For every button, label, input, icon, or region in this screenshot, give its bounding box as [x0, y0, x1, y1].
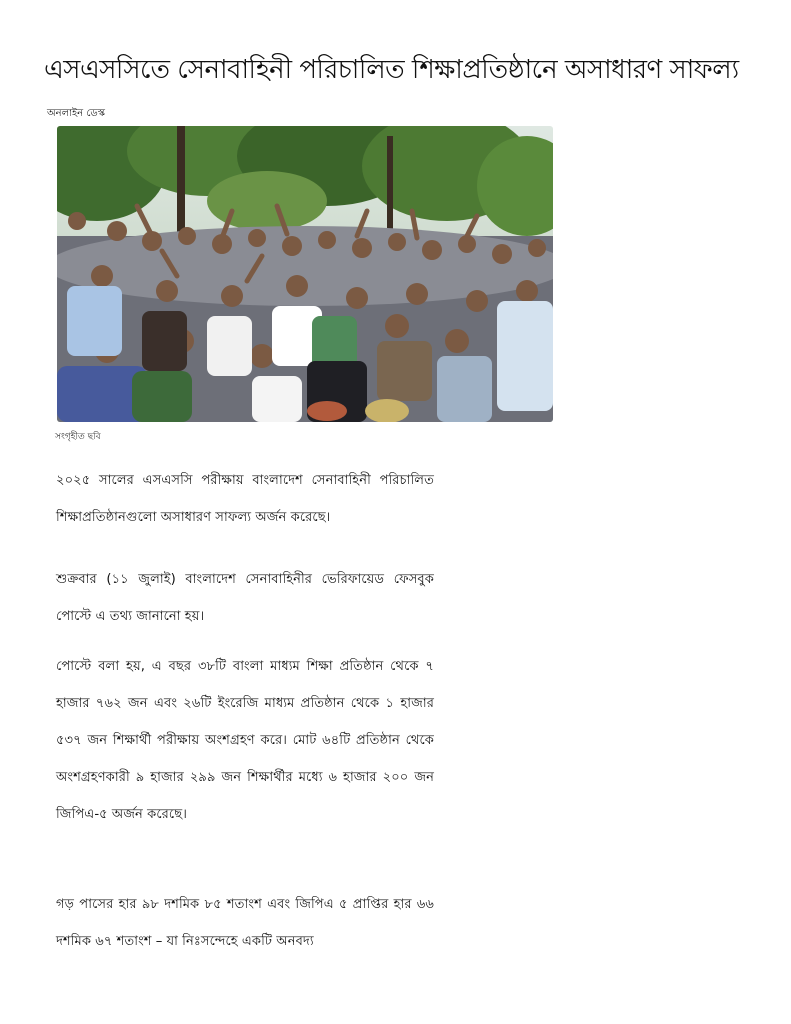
- article-headline: এসএসসিতে সেনাবাহিনী পরিচালিত শিক্ষাপ্রতিষ্ঠানে অসাধারণ সাফল্য: [44, 55, 739, 85]
- paragraph-1: ২০২৫ সালের এসএসসি পরীক্ষায় বাংলাদেশ সেনাবাহিনী পরিচালিত শিক্ষাপ্রতিষ্ঠানগুলো অসাধারণ সাফল্য অর্জন করেছে।: [56, 473, 434, 525]
- paragraph-3: পোস্টে বলা হয়, এ বছর ৩৮টি বাংলা মাধ্যম শিক্ষা প্রতিষ্ঠান থেকে ৭ হাজার ৭৬২ জন এবং ২৬টি ইংরেজি মাধ্যম প্রতিষ্ঠান থেকে ১ হাজার ৫৩৭ জন শিক্ষার্থী পরীক্ষায় অংশগ্রহণ করে। মোট ৬৪টি প্রতিষ্ঠান থেকে অংশগ্রহণকারী ৯ হাজার ২৯৯ জন শিক্ষার্থীর মধ্যে ৬ হাজার ২০০ জন জিপিএ-৫ অর্জন করেছে।: [56, 659, 434, 822]
- byline[interactable]: অনলাইন ডেস্ক: [47, 108, 105, 119]
- paragraph-2: শুক্রবার (১১ জুলাই) বাংলাদেশ সেনাবাহিনীর ভেরিফায়েড ফেসবুক পোস্টে এ তথ্য জানানো হয়।: [56, 572, 434, 624]
- article-photo: [57, 126, 553, 422]
- photo-caption: সংগৃহীত ছবি: [55, 432, 101, 442]
- paragraph-4: গড় পাসের হার ৯৮ দশমিক ৮৫ শতাংশ এবং জিপিএ ৫ প্রাপ্তির হার ৬৬ দশমিক ৬৭ শতাংশ – যা নিঃসন্দেহে একটি অনবদ্য: [56, 897, 434, 949]
